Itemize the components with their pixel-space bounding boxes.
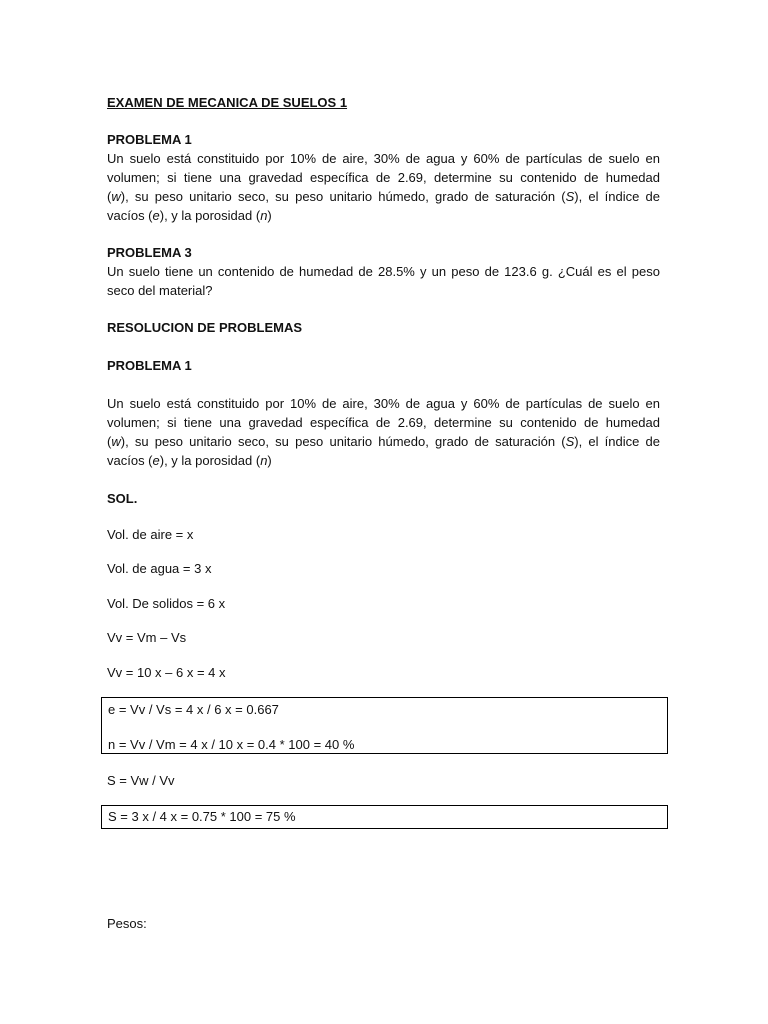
sol-label: SOL. bbox=[107, 491, 138, 506]
s-formula: S = Vw / Vv bbox=[107, 773, 175, 788]
resolucion-problema-1-text bbox=[107, 394, 660, 470]
paragraph-line: Un suelo tiene un contenido de humedad de 28.5% y un peso de 123.6 g. ¿Cuál es el peso bbox=[107, 264, 660, 279]
paragraph-line: volumen; si tiene una gravedad específica de 2.69, determine su contenido de humedad bbox=[107, 170, 660, 185]
paragraph-line: Un suelo está constituido por 10% de aire, 30% de agua y 60% de partículas de suelo en bbox=[107, 151, 660, 166]
problema-3-heading: PROBLEMA 3 bbox=[107, 245, 192, 260]
problema-3-text bbox=[107, 262, 660, 300]
vol-agua: Vol. de agua = 3 x bbox=[107, 561, 212, 576]
result-box-e-n bbox=[101, 697, 668, 754]
s-result: S = 3 x / 4 x = 0.75 * 100 = 75 % bbox=[108, 809, 296, 824]
paragraph-line: vacíos (e), y la porosidad (n) bbox=[107, 208, 272, 223]
paragraph-line: vacíos (e), y la porosidad (n) bbox=[107, 453, 272, 468]
paragraph-line: Un suelo está constituido por 10% de aire, 30% de agua y 60% de partículas de suelo en bbox=[107, 396, 660, 411]
document-title: EXAMEN DE MECANICA DE SUELOS 1 bbox=[107, 95, 348, 110]
vv-value: Vv = 10 x – 6 x = 4 x bbox=[107, 665, 226, 680]
problema-1-heading: PROBLEMA 1 bbox=[107, 132, 192, 147]
e-result: e = Vv / Vs = 4 x / 6 x = 0.667 bbox=[108, 702, 279, 717]
vol-aire: Vol. de aire = x bbox=[107, 527, 194, 542]
pesos-label: Pesos: bbox=[107, 916, 147, 931]
n-result: n = Vv / Vm = 4 x / 10 x = 0.4 * 100 = 40 % bbox=[108, 737, 355, 752]
paragraph-line: (w), su peso unitario seco, su peso unitario húmedo, grado de saturación (S), el índice de bbox=[107, 189, 661, 204]
paragraph-line: (w), su peso unitario seco, su peso unitario húmedo, grado de saturación (S), el índice de bbox=[107, 434, 661, 449]
resolucion-heading: RESOLUCION DE PROBLEMAS bbox=[107, 320, 303, 335]
vol-solidos: Vol. De solidos = 6 x bbox=[107, 596, 226, 611]
problema-1-text bbox=[107, 149, 660, 225]
vv-formula: Vv = Vm – Vs bbox=[107, 630, 187, 645]
resolucion-problema-1-heading: PROBLEMA 1 bbox=[107, 358, 192, 373]
paragraph-line: volumen; si tiene una gravedad específica de 2.69, determine su contenido de humedad bbox=[107, 415, 660, 430]
paragraph-line: seco del material? bbox=[107, 283, 213, 298]
result-box-s bbox=[101, 805, 668, 829]
